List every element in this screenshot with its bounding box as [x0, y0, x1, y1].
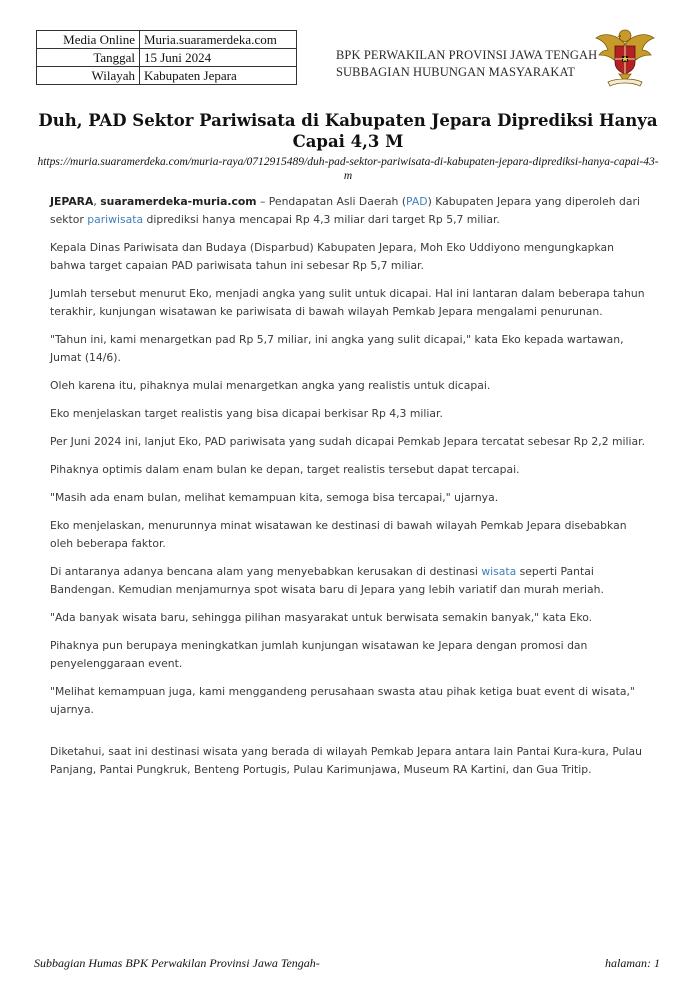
- paragraph-text-1: Di antaranya adanya bencana alam yang menyebabkan kerusakan di destinasi: [50, 565, 482, 578]
- media-info-table: [36, 30, 297, 85]
- pad-tag-link[interactable]: PAD: [406, 195, 428, 208]
- media-online-value: Muria.suaramerdeka.com: [140, 31, 297, 49]
- lead-text-3: diprediksi hanya mencapai Rp 4,3 miliar dari target Rp 5,7 miliar.: [143, 213, 500, 226]
- paragraph: Diketahui, saat ini destinasi wisata yang berada di wilayah Pemkab Jepara antara lain Pantai Kura-kura, Pulau Panjang, Pantai Pungkruk, Benteng Portugis, Pulau Karimunjawa, Museum RA Kartini, dan Gua Tritip.: [50, 745, 642, 776]
- paragraph: Eko menjelaskan target realistis yang bisa dicapai berkisar Rp 4,3 miliar.: [50, 407, 443, 420]
- date-row: [37, 49, 297, 67]
- paragraph: Pihaknya optimis dalam enam bulan ke depan, target realistis tersebut dapat tercapai.: [50, 463, 520, 476]
- paragraph: "Ada banyak wisata baru, sehingga pilihan masyarakat untuk berwisata semakin banyak," kata Eko.: [50, 611, 593, 624]
- region-row: [37, 67, 297, 85]
- paragraph: Jumlah tersebut menurut Eko, menjadi angka yang sulit untuk dicapai. Hal ini lantaran dalam beberapa tahun terakhir, kunjungan wisatawan ke pariwisata di bawah wilayah Pemkab Jepara mengalami penurunan.: [50, 287, 645, 318]
- paragraph: Pihaknya pun berupaya meningkatkan jumlah kunjungan wisatawan ke Jepara dengan promosi dan penyelenggaraan event.: [50, 639, 588, 670]
- paragraph: Kepala Dinas Pariwisata dan Budaya (Disparbud) Kabupaten Jepara, Moh Eko Uddiyono mengungkapkan bahwa target capaian PAD pariwisata tahun ini sebesar Rp 5,7 miliar.: [50, 241, 615, 272]
- lead-paragraph: [50, 193, 650, 229]
- article-title: Duh, PAD Sektor Pariwisata di Kabupaten Jepara Diprediksi Hanya Capai 4,3 M: [38, 111, 658, 151]
- paragraph: "Melihat kemampuan juga, kami menggandeng perusahaan swasta atau pihak ketiga buat event di wisata," ujarnya.: [50, 685, 635, 716]
- lead-text-2: ) Kabupaten Jepara yang diperoleh dari sektor: [50, 195, 640, 226]
- paragraph-with-link: [50, 563, 650, 599]
- footer-organization: Subbagian Humas BPK Perwakilan Provinsi Jawa Tengah-: [34, 956, 320, 970]
- page-number: halaman: 1: [605, 956, 660, 970]
- lead-text-1: – Pendapatan Asli Daerah (: [256, 195, 407, 208]
- org-subdivision: SUBBAGIAN HUBUNGAN MASYARAKAT: [336, 65, 576, 79]
- org-name: BPK PERWAKILAN PROVINSI JAWA TENGAH: [336, 48, 598, 62]
- paragraph: Oleh karena itu, pihaknya mulai menargetkan angka yang realistis untuk dicapai.: [50, 379, 491, 392]
- article-body: [50, 193, 650, 789]
- wisata-tag-link[interactable]: wisata: [481, 565, 517, 578]
- media-online-label: Media Online: [37, 31, 140, 49]
- paragraph: "Masih ada enam bulan, melihat kemampuan kita, semoga bisa tercapai," ujarnya.: [50, 491, 499, 504]
- region-value: Kabupaten Jepara: [140, 67, 297, 85]
- source-name: suaramerdeka-muria.com: [100, 195, 257, 208]
- paragraph: "Tahun ini, kami menargetkan pad Rp 5,7 miliar, ini angka yang sulit dicapai," kata Eko kepada wartawan, Jumat (14/6).: [50, 333, 624, 364]
- pariwisata-tag-link[interactable]: pariwisata: [87, 213, 144, 226]
- media-online-row: [37, 31, 297, 49]
- place-tag-link[interactable]: JEPARA: [50, 195, 94, 208]
- paragraph: Per Juni 2024 ini, lanjut Eko, PAD pariwisata yang sudah dicapai Pemkab Jepara tercatat sebesar Rp 2,2 miliar.: [50, 435, 646, 448]
- date-value: 15 Juni 2024: [140, 49, 297, 67]
- garuda-emblem-icon: [592, 24, 658, 90]
- lead-separator: ,: [93, 195, 101, 208]
- region-label: Wilayah: [37, 67, 140, 85]
- paragraph: Eko menjelaskan, menurunnya minat wisatawan ke destinasi di bawah wilayah Pemkab Jepara disebabkan oleh beberapa faktor.: [50, 519, 627, 550]
- organization-header: [336, 47, 597, 81]
- paragraph-text-2: seperti Pantai Bandengan. Kemudian menjamurnya spot wisata baru di Jepara yang lebih variatif dan murah meriah.: [50, 565, 604, 596]
- article-url: https://muria.suaramerdeka.com/muria-raya/0712915489/duh-pad-sektor-pariwisata-di-kabupaten-jepara-diprediksi-hanya-capai-43-m: [37, 156, 659, 182]
- date-label: Tanggal: [37, 49, 140, 67]
